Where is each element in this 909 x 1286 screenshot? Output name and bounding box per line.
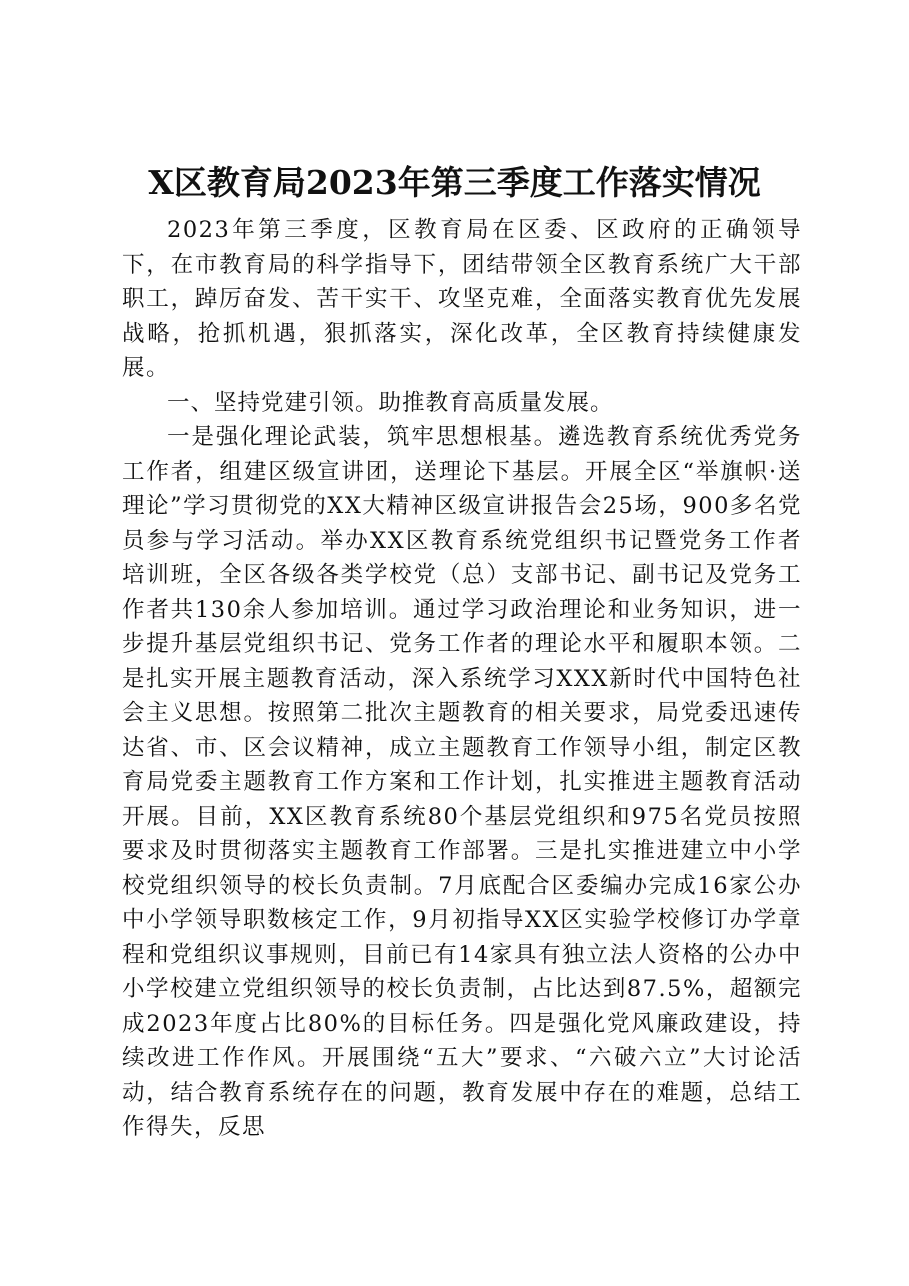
section-heading: 一、坚持党建引领。助推教育高质量发展。 xyxy=(167,389,614,416)
section-paragraph: 一是强化理论武装，筑牢思想根基。遴选教育系统优秀党务工作者，组建区级宣讲团，送理论下基层。开展全区“举旗帜·送理论”学习贯彻党的XX大精神区级宣讲报告会25场，900多名党员参与学习活动。举办XX区教育系统党组织书记暨党务工作者培训班，全区各级各类学校党（总）支部书记、副书记及党务工作者共130余人参加培训。通过学习政治理论和业务知识，进一步提升基层党组织书记、党务工作者的理论水平和履职本领。二是扎实开展主题教育活动，深入系统学习XXX新时代中国特色社会主义思想。按照第二批次主题教育的相关要求，局党委迅速传达省、市、区会议精神，成立主题教育工作领导小组，制定区教育局党委主题教育工作方案和工作计划，扎实推进主题教育活动开展。目前，XX区教育系统80个基层党组织和975名党员按照要求及时贯彻落实主题教育工作部署。三是扎实推进建立中小学校党组织领导的校长负责制。7月底配合区委编办完成16家公办中小学领导职数核定工作，9月初指导XX区实验学校修订办学章程和党组织议事规则，目前已有14家具有独立法人资格的公办中小学校建立党组织领导的校长负责制，占比达到87.5%，超额完成2023年度占比80%的目标任务。四是强化党风廉政建设，持续改进工作作风。开展围绕“五大”要求、“六破六立”大讨论活动，结合教育系统存在的问题，教育发展中存在的难题，总结工作得失，反思 xyxy=(122,424,802,1140)
document-title: X区教育局2023年第三季度工作落实情况 xyxy=(148,163,761,202)
intro-paragraph: 2023年第三季度，区教育局在区委、区政府的正确领导下，在市教育局的科学指导下，团结带领全区教育系统广大干部职工，踔厉奋发、苦干实干、攻坚克难，全面落实教育优先发展战略，抢抓机遇，狠抓落实，深化改革，全区教育持续健康发展。 xyxy=(122,217,802,381)
document-body xyxy=(122,213,802,1145)
